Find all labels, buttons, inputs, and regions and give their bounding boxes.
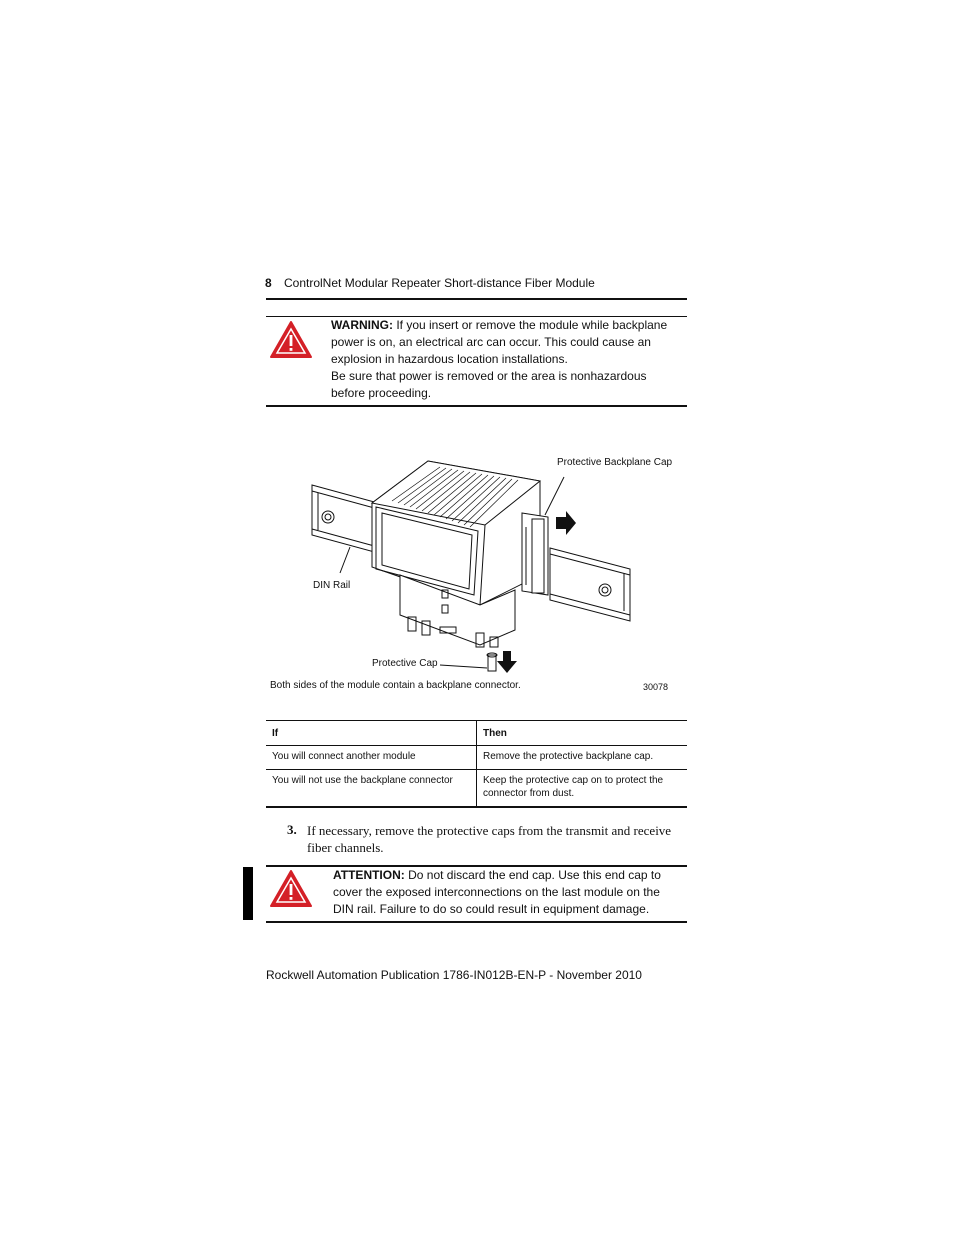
step-number: 3. (287, 822, 297, 837)
warning-line: power is on, an electrical arc can occur. This could cause an (331, 335, 651, 349)
table-cell: Remove the protective backplane cap. (477, 746, 688, 770)
table-cell: You will connect another module (266, 746, 477, 770)
attention-line: cover the exposed interconnections on the last module on the (333, 885, 660, 899)
table-row (266, 746, 687, 770)
figure-number: 30078 (643, 682, 669, 692)
page-footer: Rockwell Automation Publication 1786-IN012B-EN-P - November 2010 (266, 968, 642, 982)
warning-line: If you insert or remove the module while backplane (393, 318, 668, 332)
warning-text (331, 317, 671, 402)
page-header-title: ControlNet Modular Repeater Short-distance Fiber Module (284, 276, 595, 290)
attention-text (333, 867, 673, 918)
attention-label: ATTENTION: (333, 868, 405, 882)
arrow-right-icon (556, 511, 576, 535)
table-row (266, 770, 687, 808)
warning-line: Be sure that power is removed or the area is nonhazardous (331, 369, 647, 383)
label-backplane-cap: Protective Backplane Cap (557, 457, 673, 468)
label-din-rail: DIN Rail (313, 580, 351, 591)
attention-line: DIN rail. Failure to do so could result in equipment damage. (333, 902, 650, 916)
warning-line: before proceeding. (331, 386, 432, 400)
header-rule (266, 298, 687, 300)
attention-line: Do not discard the end cap. Use this end cap to (404, 868, 661, 882)
warning-label: WARNING: (331, 318, 393, 332)
table-cell: Keep the protective cap on to protect the connector from dust. (477, 770, 688, 808)
warning-bottom-rule (266, 405, 687, 407)
step-text: If necessary, remove the protective caps from the transmit and receive fiber channels. (307, 823, 672, 855)
warning-triangle-icon (269, 869, 313, 909)
change-bar (243, 867, 253, 920)
table-header-then: Then (477, 721, 688, 746)
arrow-down-icon (497, 651, 517, 673)
table-header-if: If (266, 721, 477, 746)
table-cell: You will not use the backplane connector (266, 770, 477, 808)
warning-triangle-icon (269, 320, 313, 360)
warning-line: explosion in hazardous location installations. (331, 352, 568, 366)
attention-bottom-rule (266, 921, 687, 923)
page-number: 8 (265, 276, 272, 290)
figure-caption: Both sides of the module contain a backplane connector. (270, 680, 521, 691)
module-din-rail-figure (300, 455, 640, 675)
label-protective-cap: Protective Cap (372, 658, 438, 669)
if-then-table (266, 720, 687, 808)
